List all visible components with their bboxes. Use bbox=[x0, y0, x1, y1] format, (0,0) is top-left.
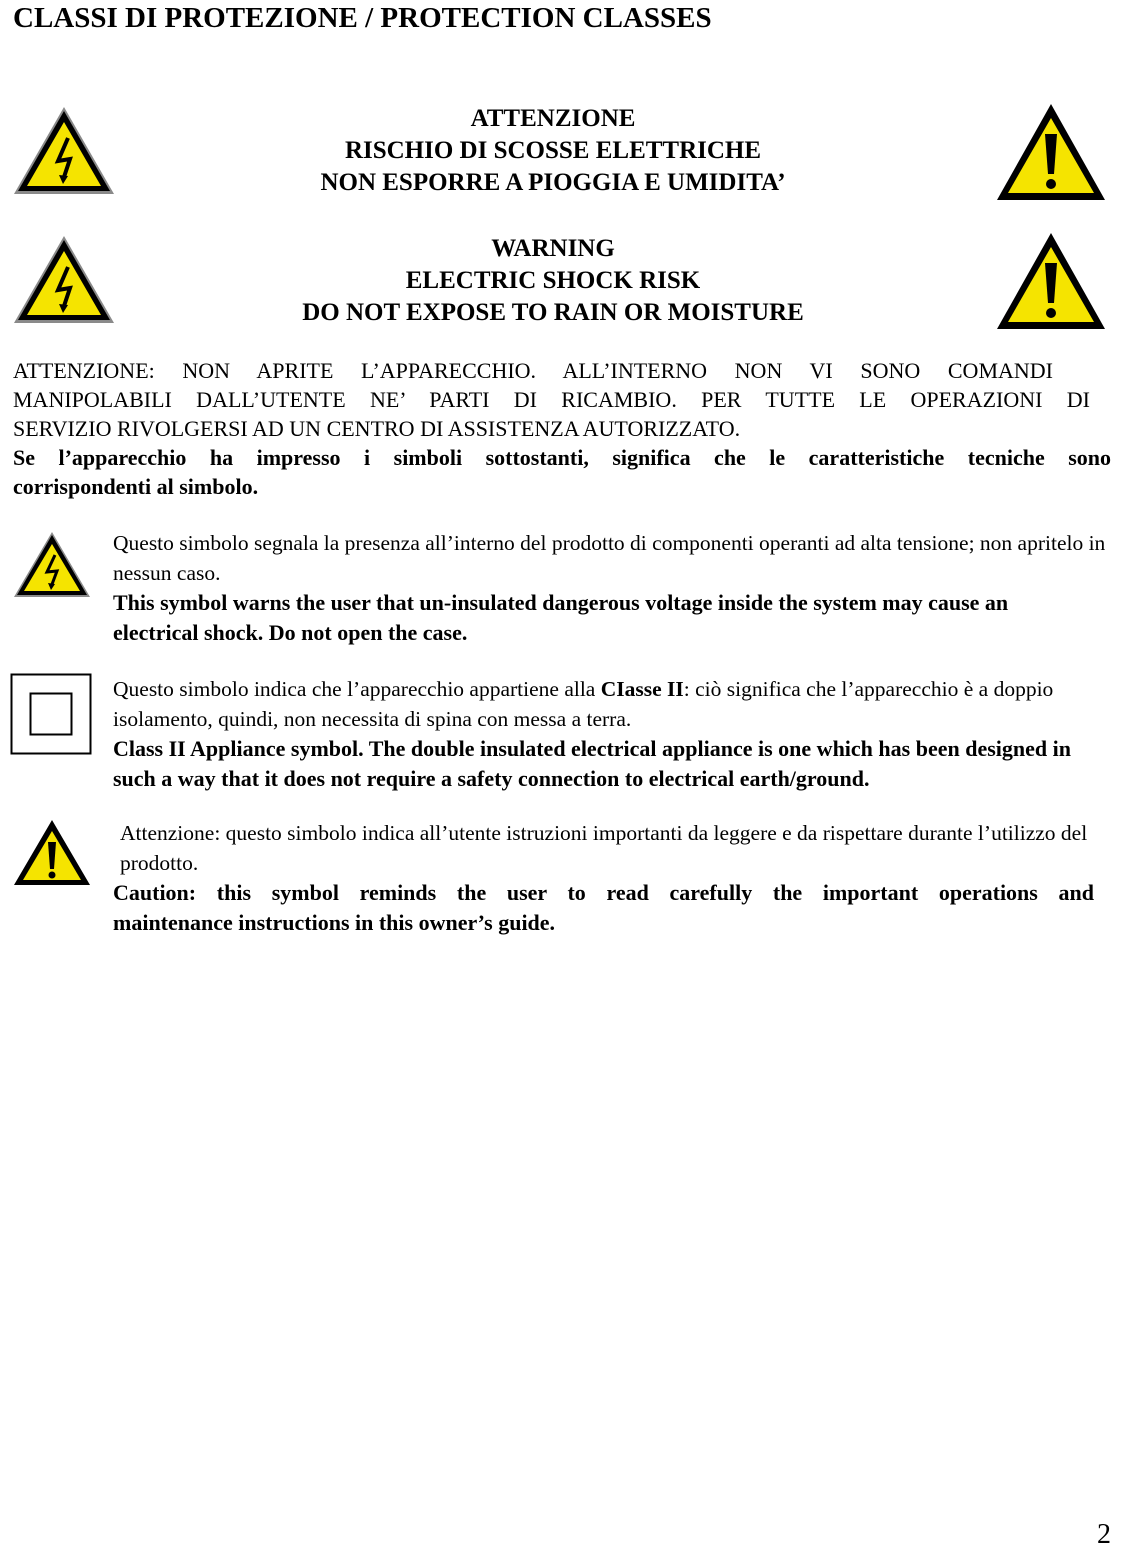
caution-exclamation-icon bbox=[12, 818, 92, 888]
exclamation-warning-icon bbox=[995, 101, 1108, 203]
voltage-symbol-description bbox=[113, 529, 1111, 647]
class-two-double-square-icon bbox=[10, 673, 92, 755]
high-voltage-warning-icon bbox=[12, 234, 116, 326]
warning-italian bbox=[150, 103, 956, 199]
warning-english-line1: WARNING bbox=[491, 235, 615, 262]
notice-line: SERVIZIO RIVOLGERSI AD UN CENTRO DI ASSISTENZA AUTORIZZATO. bbox=[13, 416, 741, 441]
caution-symbol-text-english bbox=[113, 878, 1111, 937]
caution-symbol-description bbox=[113, 819, 1111, 937]
notice-line: MANIPOLABILI DALL’UTENTE NE’ PARTI DI RICAMBIO. PER TUTTE LE OPERAZIONI DI bbox=[13, 387, 1090, 412]
notice-bold-line: Se l’apparecchio ha impresso i simboli sottostanti, significa che le caratteristiche tecniche sono bbox=[13, 445, 1111, 470]
caution-english-line: Caution: this symbol reminds the user to read carefully the important operations and bbox=[113, 880, 1094, 905]
class-two-text-part: Questo simbolo indica che l’apparecchio appartiene alla bbox=[113, 677, 601, 701]
warning-italian-line1: ATTENZIONE bbox=[470, 105, 636, 132]
class-two-text-part: : ciò significa che l’apparecchio è a doppio isolamento, quindi, non necessita di spina con messa a terra. bbox=[113, 677, 1054, 731]
warning-english-line3: DO NOT EXPOSE TO RAIN OR MOISTURE bbox=[302, 299, 804, 326]
class-two-symbol-description bbox=[113, 675, 1111, 793]
warning-italian-line2: RISCHIO DI SCOSSE ELETTRICHE bbox=[344, 137, 762, 164]
class-two-symbol-text-english: Class II Appliance symbol. The double insulated electrical appliance is one which has been designed in such a way that it does not require a safety connection to electrical earth/ground. bbox=[113, 736, 1071, 791]
page-number: 2 bbox=[1097, 1519, 1111, 1550]
caution-symbol-text-italian: Attenzione: questo simbolo indica all’utente istruzioni importanti da leggere e da rispettare durante l’utilizzo del prodotto. bbox=[120, 821, 1088, 875]
voltage-symbol-text-italian: Questo simbolo segnala la presenza all’interno del prodotto di componenti operanti ad alta tensione; non apritelo in nessun caso. bbox=[113, 531, 1106, 585]
class-two-symbol-text-italian bbox=[113, 675, 1111, 734]
class-two-label: CIasse II bbox=[600, 677, 684, 701]
notice-paragraph bbox=[13, 356, 1111, 501]
warning-english bbox=[150, 233, 956, 329]
warning-english-line2: ELECTRIC SHOCK RISK bbox=[405, 267, 701, 294]
warning-italian-line3: NON ESPORRE A PIOGGIA E UMIDITA’ bbox=[320, 169, 786, 196]
exclamation-warning-icon bbox=[995, 230, 1108, 332]
high-voltage-warning-icon bbox=[12, 105, 116, 197]
high-voltage-symbol-icon bbox=[12, 530, 92, 600]
caution-english-line: maintenance instructions in this owner’s guide. bbox=[113, 909, 556, 935]
voltage-symbol-text-english: This symbol warns the user that un-insulated dangerous voltage inside the system may cause an electrical shock. Do not open the case. bbox=[113, 590, 1009, 645]
notice-line: ATTENZIONE: NON APRITE L’APPARECCHIO. ALL’INTERNO NON VI SONO COMANDI bbox=[13, 358, 1053, 383]
notice-bold-line: corrispondenti al simbolo. bbox=[13, 474, 259, 499]
page-title: CLASSI DI PROTEZIONE / PROTECTION CLASSES bbox=[13, 2, 712, 34]
notice-bold-paragraph bbox=[13, 443, 1111, 501]
